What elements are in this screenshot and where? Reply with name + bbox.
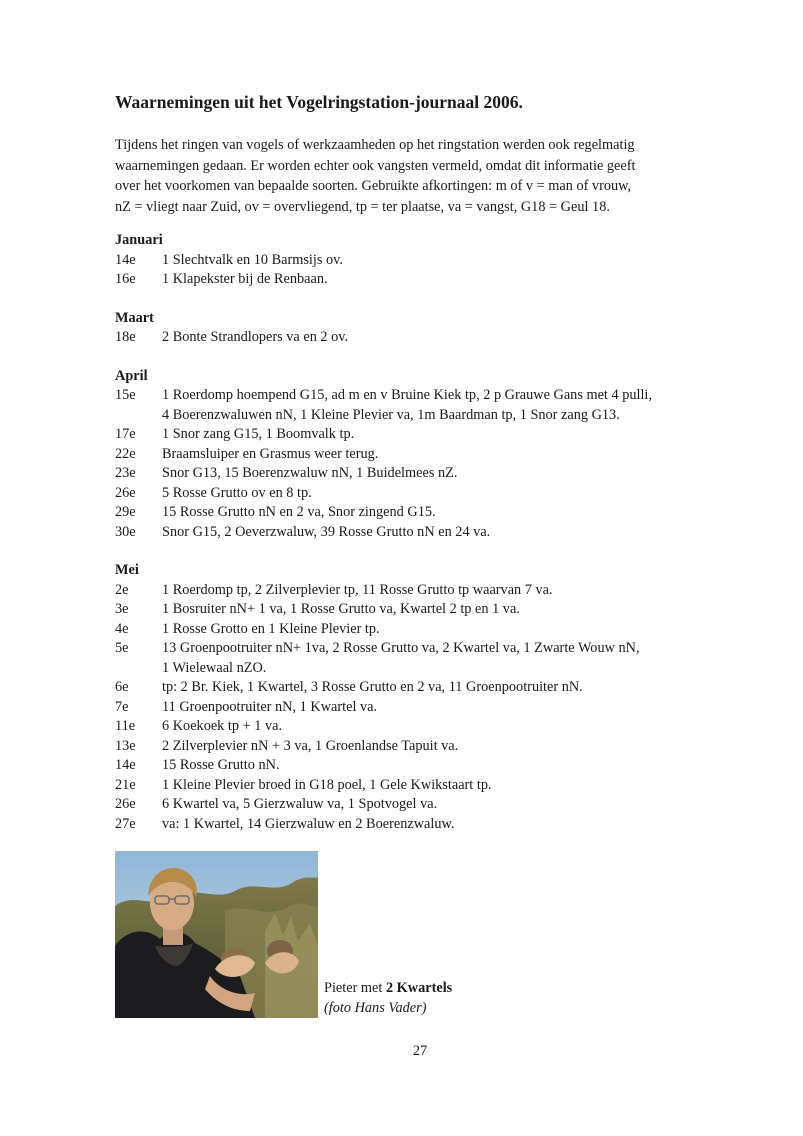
entry-day: 17e <box>115 426 136 442</box>
entry-text <box>162 737 755 757</box>
entry-day: 15e <box>115 387 136 403</box>
journal-entry <box>115 795 755 815</box>
intro-line: waarnemingen gedaan. Er worden echter ook vangsten vermeld, omdat dit informatie geeft <box>115 157 636 174</box>
month-section <box>115 309 755 348</box>
journal-entry <box>115 503 755 523</box>
month-section <box>115 231 755 290</box>
entry-day: 11e <box>115 718 136 734</box>
entry-text <box>162 678 755 698</box>
entry-text-line: 1 Wielewaal nZO. <box>162 659 267 676</box>
entry-text <box>162 270 755 290</box>
entry-day: 7e <box>115 698 129 715</box>
entry-text-line: 1 Roerdomp hoempend G15, ad m en v Bruine Kiek tp, 2 p Grauwe Gans met 4 pulli, <box>162 387 652 403</box>
journal-entry <box>115 717 755 737</box>
entry-text <box>162 328 755 348</box>
intro-line: Tijdens het ringen van vogels of werkzaamheden op het ringstation werden ook regelmatig <box>115 137 635 153</box>
entry-text <box>162 503 755 523</box>
entry-day: 4e <box>115 620 129 637</box>
journal-entry <box>115 776 755 796</box>
entry-text-line: tp: 2 Br. Kiek, 1 Kwartel, 3 Rosse Grutto en 2 va, 11 Groenpootruiter nN. <box>162 679 583 695</box>
journal-entry <box>115 270 755 290</box>
entry-text-line: 1 Kleine Plevier broed in G18 poel, 1 Gele Kwikstaart tp. <box>162 776 492 793</box>
entry-text-line: 1 Roerdomp tp, 2 Zilverplevier tp, 11 Rosse Grutto tp waarvan 7 va. <box>162 581 553 598</box>
page-title: Waarnemingen uit het Vogelringstation-journaal 2006. <box>115 92 523 112</box>
journal-entry <box>115 756 755 776</box>
entry-text <box>162 484 755 504</box>
month-section <box>115 367 755 543</box>
entry-text <box>162 639 755 678</box>
photo-credit: (foto Hans Vader) <box>324 1000 427 1016</box>
entry-day: 3e <box>115 601 129 617</box>
entry-day: 26e <box>115 484 136 501</box>
entry-text <box>162 251 755 271</box>
journal-sections <box>115 231 755 853</box>
entry-day: 14e <box>115 251 136 268</box>
entry-day: 18e <box>115 329 136 345</box>
caption-prefix: Pieter met <box>324 980 386 996</box>
entry-day: 2e <box>115 581 129 598</box>
entry-day: 23e <box>115 465 136 481</box>
caption-bold: 2 Kwartels <box>385 980 453 996</box>
entry-day: 27e <box>115 815 136 832</box>
entry-text-line: 1 Klapekster bij de Renbaan. <box>162 271 328 287</box>
journal-entry <box>115 678 755 698</box>
month-heading: Januari <box>115 232 163 248</box>
entry-day: 30e <box>115 523 136 540</box>
entry-text <box>162 600 755 620</box>
journal-entry <box>115 464 755 484</box>
entry-text-line: 1 Snor zang G15, 1 Boomvalk tp. <box>162 426 355 442</box>
entry-text-line: 1 Bosruiter nN+ 1 va, 1 Rosse Grutto va, Kwartel 2 tp en 1 va. <box>162 601 520 617</box>
entry-text-line: 5 Rosse Grutto ov en 8 tp. <box>162 484 312 501</box>
entry-text <box>162 756 755 776</box>
month-heading: April <box>115 367 148 384</box>
entry-day: 5e <box>115 640 129 656</box>
entry-text-line: Snor G15, 2 Oeverzwaluw, 39 Rosse Grutto nN en 24 va. <box>162 523 491 540</box>
entry-text-line: Braamsluiper en Grasmus weer terug. <box>162 445 379 462</box>
entry-text <box>162 620 755 640</box>
journal-entry <box>115 484 755 504</box>
entry-day: 22e <box>115 445 136 462</box>
caption-line <box>324 978 452 998</box>
journal-entry <box>115 698 755 718</box>
entry-text <box>162 581 755 601</box>
journal-entry <box>115 425 755 445</box>
intro-paragraph <box>115 135 715 217</box>
journal-entry <box>115 523 755 543</box>
entry-text-line: 6 Kwartel va, 5 Gierzwaluw va, 1 Spotvogel va. <box>162 796 438 812</box>
journal-entry <box>115 639 755 678</box>
entry-text <box>162 523 755 543</box>
photo-pieter-with-quails <box>115 851 318 1018</box>
journal-entry <box>115 251 755 271</box>
month-heading: Maart <box>115 309 154 326</box>
entry-text <box>162 386 755 425</box>
journal-entry <box>115 581 755 601</box>
entry-text-line: 15 Rosse Grutto nN en 2 va, Snor zingend G15. <box>162 504 436 520</box>
entry-text-line: 2 Bonte Strandlopers va en 2 ov. <box>162 329 349 345</box>
entry-text <box>162 698 755 718</box>
entry-text-line: 1 Rosse Grotto en 1 Kleine Plevier tp. <box>162 620 380 637</box>
intro-line: nZ = vliegt naar Zuid, ov = overvliegend, tp = ter plaatse, va = vangst, G18 = Geul 18. <box>115 198 610 215</box>
journal-entry <box>115 328 755 348</box>
entry-text <box>162 717 755 737</box>
journal-entry <box>115 737 755 757</box>
entry-text <box>162 815 755 835</box>
entry-text-line: 2 Zilverplevier nN + 3 va, 1 Groenlandse Tapuit va. <box>162 737 459 754</box>
entry-text-line: 4 Boerenzwaluwen nN, 1 Kleine Plevier va, 1m Baardman tp, 1 Snor zang G13. <box>162 406 620 423</box>
entry-day: 13e <box>115 737 136 754</box>
entry-day: 16e <box>115 271 136 287</box>
entry-text-line: 15 Rosse Grutto nN. <box>162 757 280 773</box>
entry-text-line: va: 1 Kwartel, 14 Gierzwaluw en 2 Boerenzwaluw. <box>162 815 455 832</box>
entry-day: 14e <box>115 757 136 773</box>
entry-text-line: 6 Koekoek tp + 1 va. <box>162 718 283 734</box>
month-heading: Mei <box>115 562 139 578</box>
journal-entry <box>115 620 755 640</box>
entry-text-line: Snor G13, 15 Boerenzwaluw nN, 1 Buidelmees nZ. <box>162 465 458 481</box>
entry-text <box>162 464 755 484</box>
entry-text <box>162 795 755 815</box>
entry-day: 6e <box>115 679 129 695</box>
entry-text-line: 11 Groenpootruiter nN, 1 Kwartel va. <box>162 698 378 715</box>
photo-caption <box>324 978 452 1018</box>
entry-text <box>162 445 755 465</box>
entry-text-line: 13 Groenpootruiter nN+ 1va, 2 Rosse Grutto va, 2 Kwartel va, 1 Zwarte Wouw nN, <box>162 640 640 656</box>
entry-text <box>162 776 755 796</box>
journal-entry <box>115 600 755 620</box>
entry-day: 26e <box>115 796 136 812</box>
entry-day: 29e <box>115 504 136 520</box>
journal-entry <box>115 445 755 465</box>
entry-text <box>162 425 755 445</box>
journal-entry <box>115 386 755 425</box>
page-number: 27 <box>412 1043 428 1059</box>
month-section <box>115 561 755 834</box>
entry-text-line: 1 Slechtvalk en 10 Barmsijs ov. <box>162 251 343 268</box>
entry-day: 21e <box>115 776 136 793</box>
intro-line: over het voorkomen van bepaalde soorten. Gebruikte afkortingen: m of v = man of vrouw, <box>115 178 632 194</box>
journal-entry <box>115 815 755 835</box>
